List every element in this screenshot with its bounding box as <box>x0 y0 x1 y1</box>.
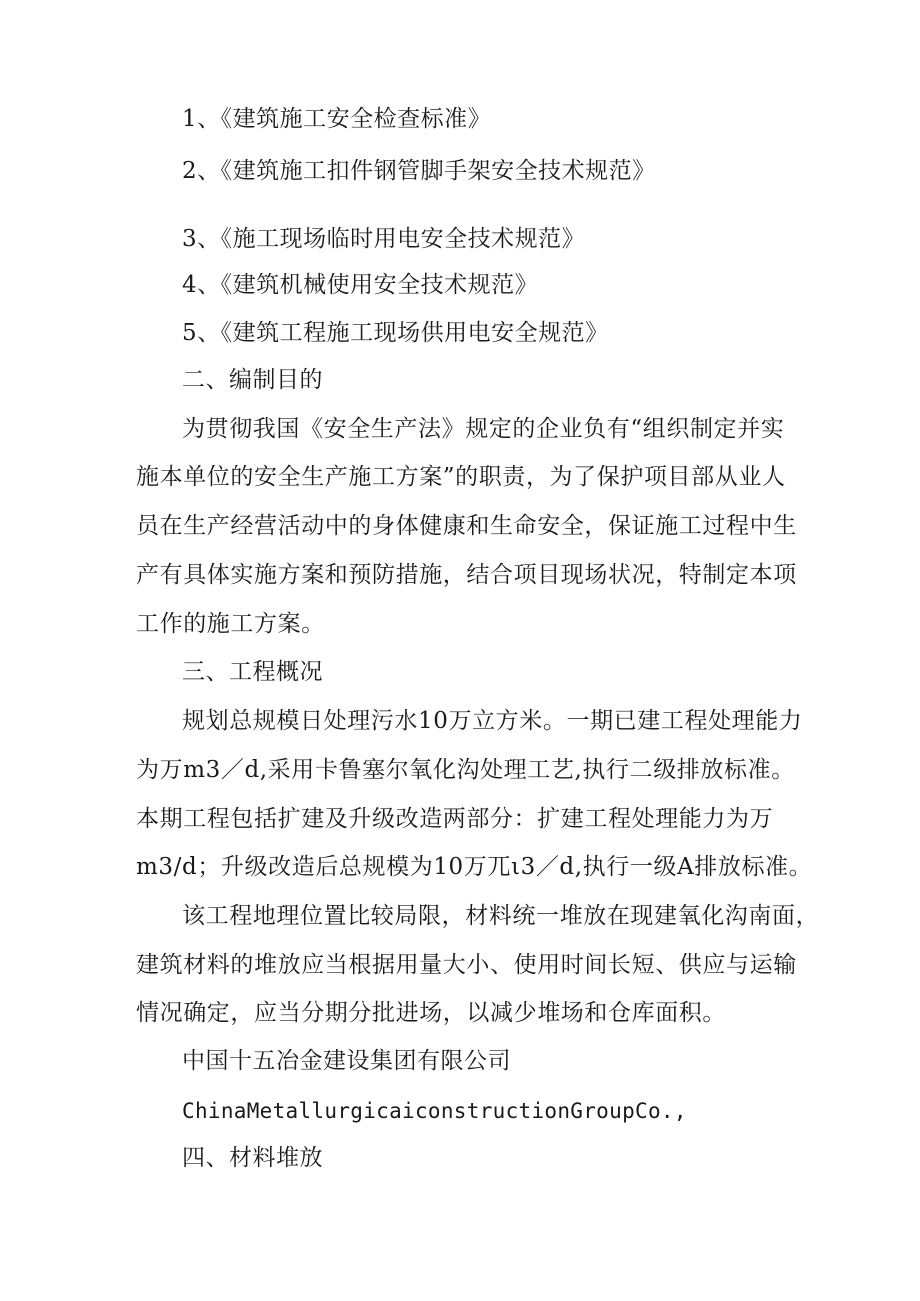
purpose-line-4: 产有具体实施方案和预防措施，结合项目现场状况，特制定本项 <box>136 562 797 588</box>
purpose-line-3: 员在生产经营活动中的身体健康和生命安全，保证施工过程中生 <box>136 513 797 539</box>
overview-line-2: 为万m3／d,采用卡鲁塞尔氧化沟处理工艺,执行二级排放标准。 <box>136 757 795 783</box>
company-name-en: ChinaMetallurgicaiconstructionGroupCo., <box>182 1099 687 1123</box>
reference-item-2: 2、《建筑施工扣件钢管脚手架安全技术规范》 <box>182 158 656 184</box>
purpose-line-2: 施本单位的安全生产施工方案”的职责，为了保护项目部从业人 <box>136 464 786 490</box>
reference-item-3: 3、《施工现场临时用电安全技术规范》 <box>182 226 586 252</box>
reference-item-1: 1、《建筑施工安全检查标准》 <box>182 106 492 132</box>
section-heading-overview: 三、工程概况 <box>182 659 323 685</box>
reference-item-5: 5、《建筑工程施工现场供用电安全规范》 <box>182 320 609 346</box>
reference-item-4: 4、《建筑机械使用安全技术规范》 <box>182 272 539 298</box>
company-name-cn: 中国十五冶金建设集团有限公司 <box>182 1048 511 1074</box>
section-heading-purpose: 二、编制目的 <box>182 367 323 393</box>
overview-line-1: 规划总规模日处理污水10万立方米。一期已建工程处理能力 <box>182 708 803 734</box>
storage-line-3: 情况确定，应当分期分批进场，以减少堆场和仓库面积。 <box>136 1000 726 1026</box>
storage-line-1: 该工程地理位置比较局限，材料统一堆放在现建氧化沟南面， <box>182 903 820 929</box>
storage-line-2: 建筑材料的堆放应当根据用量大小、使用时间长短、供应与运输 <box>136 952 797 978</box>
purpose-line-5: 工作的施工方案。 <box>136 611 325 637</box>
overview-line-3: 本期工程包括扩建及升级改造两部分：扩建工程处理能力为万 <box>136 806 774 832</box>
overview-line-4: m3/d；升级改造后总规模为10万ㄫι3／d,执行一级A排放标准。 <box>136 854 813 880</box>
purpose-line-1: 为贯彻我国《安全生产法》规定的企业负有“组织制定并实 <box>182 416 785 442</box>
section-heading-material-storage: 四、材料堆放 <box>182 1145 323 1171</box>
